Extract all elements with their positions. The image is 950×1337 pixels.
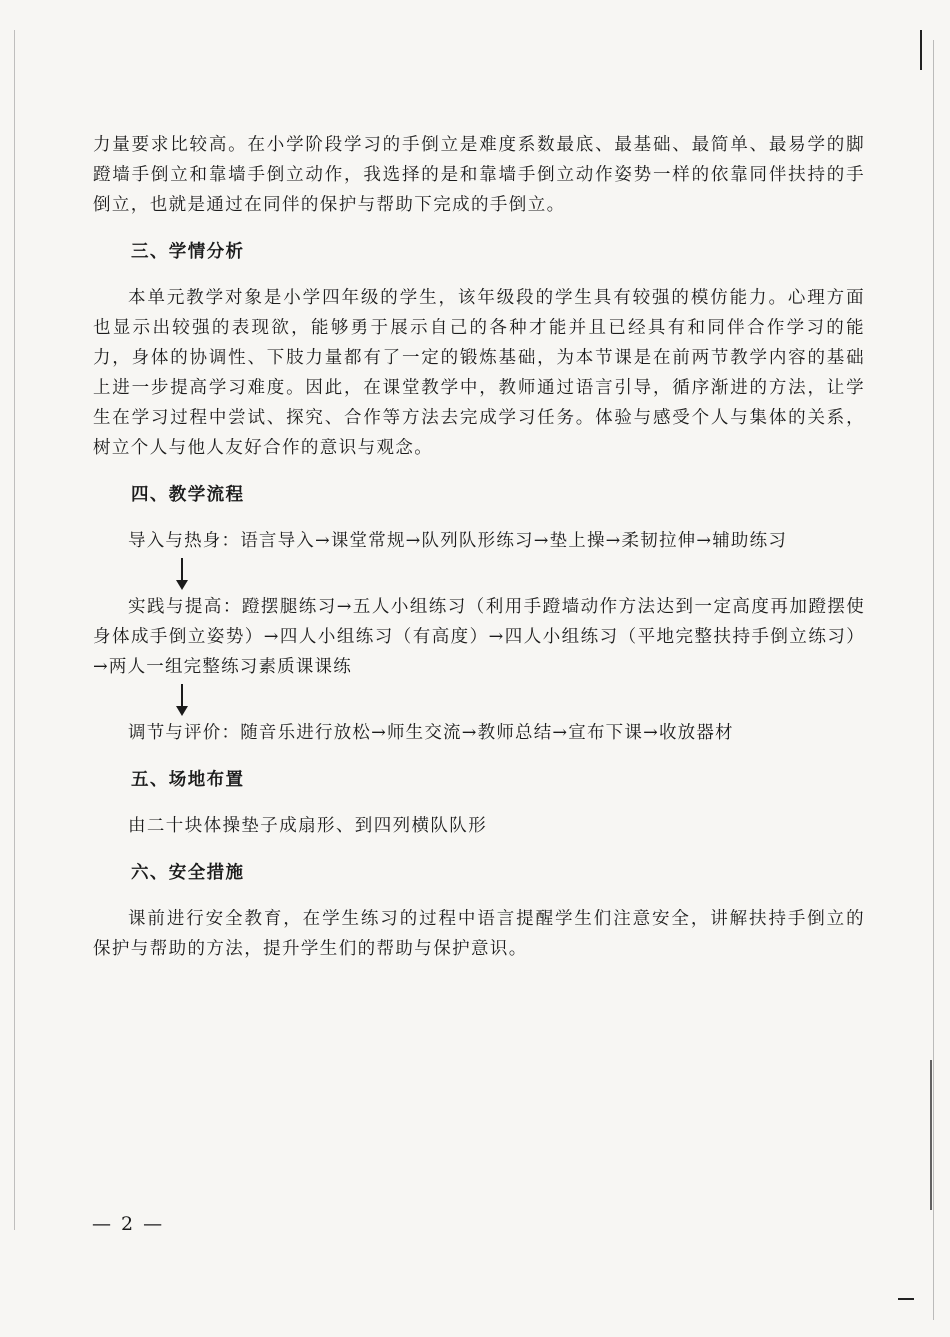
- scan-mark-bottom-right: [898, 1298, 914, 1300]
- flow-step-evaluation: 调节与评价：随音乐进行放松→师生交流→教师总结→宣布下课→收放器材: [128, 723, 734, 743]
- paragraph-student-analysis: 本单元教学对象是小学四年级的学生，该年级段的学生具有较强的模仿能力。心理方面也显示出较强的表现欲，能够勇于展示自己的各种才能并且已经具有和同伴合作学习的能力，身体的协调性、下肢力量都有了一定的锻炼基础，为本节课是在前两节教学内容的基础上进一步提高学习难度。因此，在课堂教学中，教师通过语言引导，循序渐进的方法，让学生在学习过程中尝试、探究、合作等方法去完成学习任务。体验与感受个人与集体的关系，树立个人与他人友好合作的意识与观念。: [93, 288, 865, 458]
- page-number: — 2 —: [92, 1213, 165, 1235]
- paragraph-safety-measures: 课前进行安全教育，在学生练习的过程中语言提醒学生们注意安全，讲解扶持手倒立的保护与帮助的方法，提升学生们的帮助与保护意识。: [93, 909, 865, 959]
- paragraph-venue-layout: 由二十块体操垫子成扇形、到四列横队队形: [128, 816, 488, 836]
- scan-edge-right: [933, 40, 934, 1320]
- heading-safety-measures: 六、安全措施: [131, 863, 245, 883]
- heading-student-analysis: 三、学情分析: [131, 242, 245, 262]
- teaching-flow: [93, 526, 865, 748]
- scan-mark-top-right: [920, 30, 922, 70]
- scan-mark-right-edge: [930, 1060, 932, 1210]
- flow-step-warmup: 导入与热身：语言导入→课堂常规→队列队形练习→垫上操→柔韧拉伸→辅助练习: [128, 531, 788, 551]
- document-body: [93, 130, 865, 964]
- arrow-down-icon: [173, 682, 191, 718]
- flow-step-practice: 实践与提高：蹬摆腿练习→五人小组练习（利用手蹬墙动作方法达到一定高度再加蹬摆使身体成手倒立姿势）→四人小组练习（有高度）→四人小组练习（平地完整扶持手倒立练习）→两人一组完整练习素质课课练: [93, 597, 865, 677]
- arrow-down-icon: [173, 556, 191, 592]
- heading-teaching-process: 四、教学流程: [131, 485, 245, 505]
- scan-edge-left: [14, 30, 15, 1230]
- heading-venue-layout: 五、场地布置: [131, 770, 245, 790]
- paragraph-intro: 力量要求比较高。在小学阶段学习的手倒立是难度系数最底、最基础、最简单、最易学的脚蹬墙手倒立和靠墙手倒立动作，我选择的是和靠墙手倒立动作姿势一样的依靠同伴扶持的手倒立，也就是通过在同伴的保护与帮助下完成的手倒立。: [93, 135, 865, 215]
